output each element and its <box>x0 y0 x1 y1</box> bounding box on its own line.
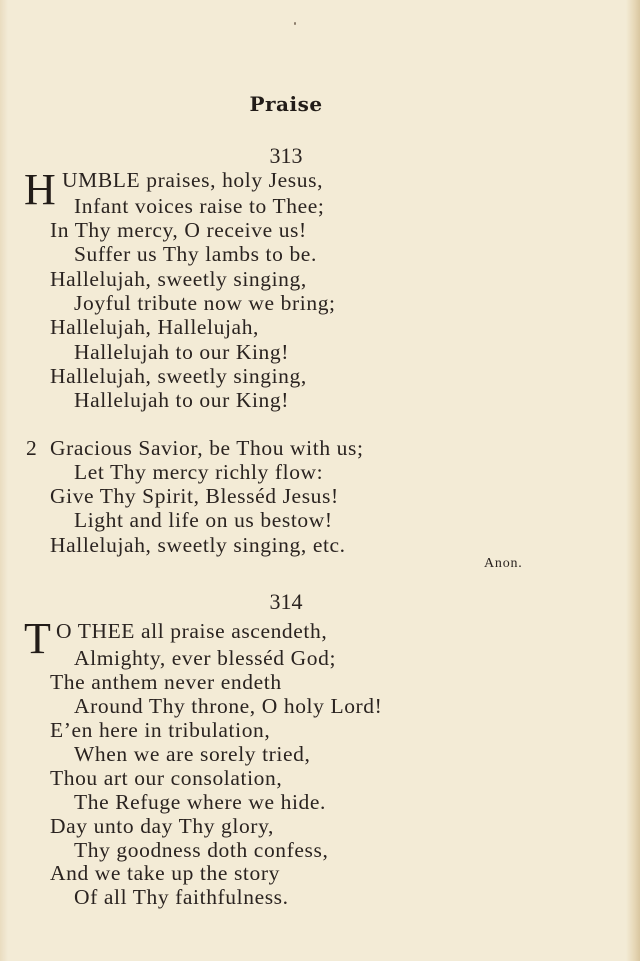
hymn-313-line-1: UMBLE praises, holy Jesus, <box>62 168 324 192</box>
hymn-313-line-7: Hallelujah, Hallelujah, <box>50 315 260 339</box>
hymn-313-line-4: Suffer us Thy lambs to be. <box>74 242 317 266</box>
hymn-313-verse2-line-4: Light and life on us bestow! <box>74 508 333 532</box>
hymn-314-line-10: Thy goodness doth confess, <box>74 838 329 862</box>
hymn-number-314: 314 <box>269 589 303 614</box>
page-right-edge <box>626 0 640 961</box>
hymn-313-verse2-line-5: Hallelujah, sweetly singing, etc. <box>50 533 346 557</box>
hymn-313-line-6: Joyful tribute now we bring; <box>74 291 336 315</box>
hymn-314-line-9: Day unto day Thy glory, <box>50 814 274 838</box>
hymn-313-line-10: Hallelujah to our King! <box>74 388 290 412</box>
hymn-313-line-2: Infant voices raise to Thee; <box>74 194 325 218</box>
author-attribution: Anon. <box>484 556 523 571</box>
hymn-313-verse2-line-3: Give Thy Spirit, Blesséd Jesus! <box>50 484 339 508</box>
hymn-314-line-12: Of all Thy faithfulness. <box>74 885 289 909</box>
hymn-number-313: 313 <box>269 143 303 168</box>
hymn-314-line-2: Almighty, ever blesséd God; <box>74 646 337 670</box>
hymn-314-line-1: O THEE all praise ascendeth, <box>56 619 328 643</box>
hymn-313-line-5: Hallelujah, sweetly singing, <box>50 267 307 291</box>
hymn-314-line-7: Thou art our consolation, <box>50 766 283 790</box>
hymn-313-verse2-line-2: Let Thy mercy richly flow: <box>74 460 324 484</box>
hymn-314-line-6: When we are sorely tried, <box>74 742 311 766</box>
hymn-314-line-11: And we take up the story <box>50 861 280 885</box>
hymn-313-verse2-line-1: Gracious Savior, be Thou with us; <box>50 436 364 460</box>
hymn-313-line-9: Hallelujah, sweetly singing, <box>50 364 307 388</box>
drop-cap-t: T <box>24 614 51 663</box>
hymn-313-line-3: In Thy mercy, O receive us! <box>50 218 307 242</box>
hymn-314-line-8: The Refuge where we hide. <box>74 790 326 814</box>
verse-number-2: 2 <box>26 436 37 460</box>
hymn-314-line-3: The anthem never endeth <box>50 670 282 694</box>
section-title: Praise <box>249 92 323 116</box>
hymn-313-line-8: Hallelujah to our King! <box>74 340 290 364</box>
hymn-314-line-5: E’en here in tribulation, <box>50 718 271 742</box>
drop-cap-h: H <box>24 165 56 214</box>
hymn-314-line-4: Around Thy throne, O holy Lord! <box>74 694 383 718</box>
paper-speck <box>294 22 296 25</box>
